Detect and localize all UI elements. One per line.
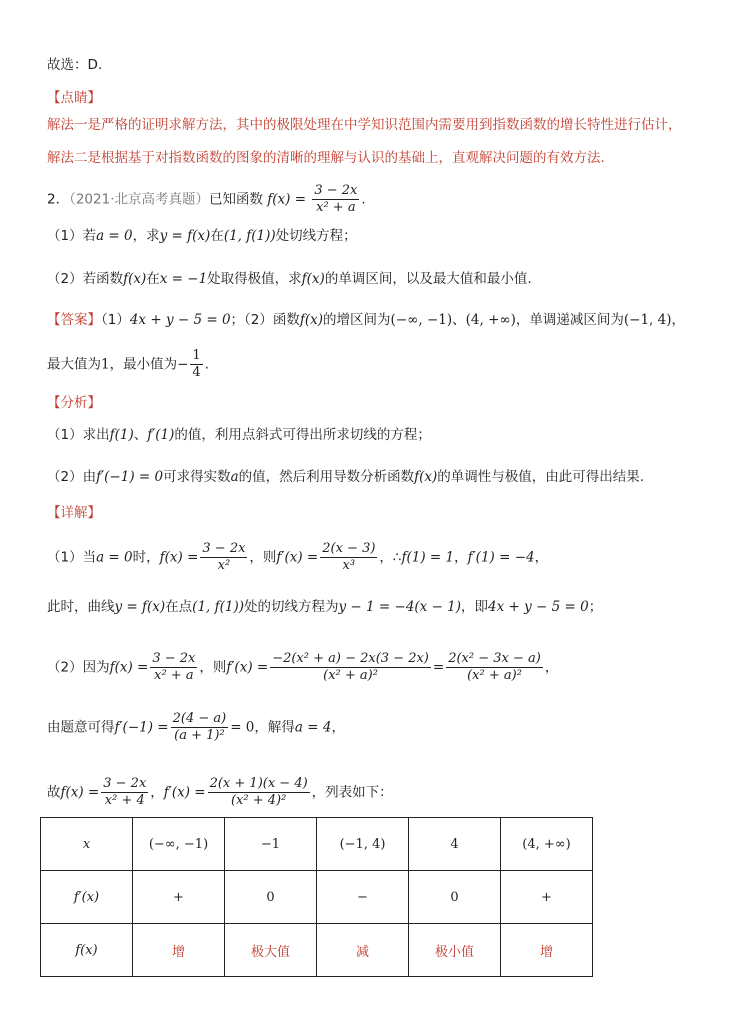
detail-label: 【详解】 bbox=[47, 505, 101, 521]
d3-simplified-fraction bbox=[446, 651, 543, 684]
dianjing-heading bbox=[47, 88, 101, 108]
d3-num: 3 − 2x bbox=[152, 651, 196, 666]
table-cell: 0 bbox=[225, 871, 317, 924]
d5-fp: f′(x) = bbox=[163, 784, 206, 801]
analysis-label: 【分析】 bbox=[47, 395, 101, 411]
question-2-stem bbox=[47, 183, 366, 216]
d3-eq: = bbox=[432, 659, 445, 676]
an2-b: f′(−1) = 0 bbox=[96, 469, 164, 485]
an2-e: 的值，然后利用导数分析函数 bbox=[238, 469, 415, 485]
p2-math-f: f(x) bbox=[301, 271, 325, 287]
answer-line-1 bbox=[47, 310, 685, 330]
p2-text-e: 处取得极值，求 bbox=[207, 271, 302, 287]
d1-fraction bbox=[200, 541, 247, 574]
d5-num: 3 − 2x bbox=[103, 776, 147, 791]
detail-line-4 bbox=[47, 711, 345, 744]
d3-f: f(x) = bbox=[109, 659, 149, 676]
table-cell: 增 bbox=[133, 924, 225, 977]
d2-h: 4x + y − 5 = 0 bbox=[488, 599, 589, 615]
d5-derivative-fraction bbox=[208, 776, 310, 809]
an2-d: a bbox=[230, 469, 239, 485]
ans-interval-3: (−1, 4) bbox=[623, 312, 672, 328]
d1-fp: f′(x) = bbox=[276, 549, 319, 566]
function-fraction bbox=[312, 183, 359, 216]
p2-text-c: 在 bbox=[146, 271, 160, 287]
method-text-2: 解法二是根据基于对指数函数的图象的清晰的理解与认识的基础上，直观解决问题的有效方法. bbox=[47, 150, 605, 166]
p1-text-e: 在 bbox=[210, 228, 224, 244]
d3-fp: f′(x) = bbox=[226, 659, 269, 676]
d1-d: ，则 bbox=[249, 549, 277, 566]
p1-text-g: 处切线方程； bbox=[275, 228, 357, 244]
p2-math-d: x = −1 bbox=[159, 271, 208, 287]
d1-derivative-fraction bbox=[320, 541, 377, 574]
d1-f: f(x) = bbox=[159, 549, 199, 566]
an1-c: 、 bbox=[133, 427, 148, 443]
fraction-denominator: x² + a bbox=[316, 200, 356, 215]
d5-f: f(x) = bbox=[60, 784, 100, 801]
an1-e: 的值，利用点斜式可得出所求切线的方程； bbox=[174, 427, 431, 443]
d2-c: 在点 bbox=[165, 599, 193, 615]
d1-j: ， bbox=[534, 549, 549, 566]
table-cell: + bbox=[133, 871, 225, 924]
analysis-heading bbox=[47, 393, 101, 413]
question-number: 2． bbox=[47, 191, 70, 208]
d3-den: x² + a bbox=[154, 668, 194, 683]
d3-num2: −2(x² + a) − 2x(3 − 2x) bbox=[272, 651, 429, 666]
d1-c: 时， bbox=[132, 549, 160, 566]
ans-interval-2: (4, +∞) bbox=[465, 312, 516, 328]
table-cell: f(x) bbox=[41, 924, 133, 977]
p1-math-d: y = f(x) bbox=[159, 228, 211, 244]
table-cell: (−∞, −1) bbox=[133, 818, 225, 871]
variation-table bbox=[40, 817, 593, 977]
d2-b: y = f(x) bbox=[114, 599, 166, 615]
fraction-numerator: 3 − 2x bbox=[314, 183, 358, 198]
table-cell: 增 bbox=[501, 924, 593, 977]
ans-end: . bbox=[204, 356, 209, 373]
d1-i: f′(1) = −4 bbox=[467, 549, 535, 566]
p2-text-a: （2）若函数 bbox=[47, 271, 124, 287]
detail-line-2 bbox=[47, 597, 602, 617]
d4-c: = 0 bbox=[230, 719, 255, 736]
table-row bbox=[41, 871, 593, 924]
table-cell: x bbox=[41, 818, 133, 871]
method-text-line-2 bbox=[47, 148, 605, 168]
d3-num3: 2(x² − 3x − a) bbox=[448, 651, 541, 666]
p2-text-g: 的单调区间，以及最大值和最小值. bbox=[324, 271, 532, 287]
detail-line-3 bbox=[47, 651, 558, 684]
d5-c: ，列表如下： bbox=[311, 784, 393, 801]
ans-part2: ；（2）函数 bbox=[230, 312, 300, 328]
d1-num2: 2(x − 3) bbox=[322, 541, 376, 556]
question-text: 已知函数 bbox=[209, 191, 263, 208]
d2-d: (1, f(1)) bbox=[192, 599, 244, 615]
ans-max-label: 最大值为 bbox=[47, 356, 101, 373]
question-source: （2021·北京高考真题） bbox=[69, 191, 209, 208]
p1-text-c: ，求 bbox=[132, 228, 160, 244]
d5-a: 故 bbox=[47, 784, 61, 801]
d3-derivative-fraction bbox=[270, 651, 431, 684]
part-1-question bbox=[47, 226, 357, 246]
table-row bbox=[41, 818, 593, 871]
ans-dec-label: ，单调递减区间为 bbox=[515, 312, 624, 328]
d2-f: y − 1 = −4(x − 1) bbox=[338, 599, 462, 615]
d1-g: f(1) = 1 bbox=[401, 549, 455, 566]
d1-den: x² bbox=[217, 558, 231, 573]
d4-f: ， bbox=[331, 719, 345, 736]
table-cell: f′(x) bbox=[41, 871, 133, 924]
p1-math-b: a = 0 bbox=[96, 228, 133, 244]
ans-sep: 、 bbox=[452, 312, 466, 328]
detail-line-1 bbox=[47, 541, 548, 574]
ans-min-den: 4 bbox=[192, 365, 201, 380]
d1-h: ， bbox=[454, 549, 468, 566]
d4-b: f′(−1) = bbox=[114, 719, 169, 736]
answer-line-2 bbox=[47, 348, 209, 381]
d4-d: ，解得 bbox=[254, 719, 295, 736]
answer-choice-line bbox=[47, 55, 102, 75]
d4-num: 2(4 − a) bbox=[172, 711, 227, 726]
d5-den2: (x² + 4)² bbox=[230, 793, 287, 808]
an2-f: f(x) bbox=[414, 469, 438, 485]
d1-e: ，∴ bbox=[379, 549, 402, 566]
d3-b: ，则 bbox=[199, 659, 227, 676]
an2-c: 可求得实数 bbox=[163, 469, 231, 485]
ans-interval-1: (−∞, −1) bbox=[390, 312, 453, 328]
ans-tangent-eq: 4x + y − 5 = 0 bbox=[129, 312, 231, 328]
an2-g: 的单调性与极值，由此可得出结果. bbox=[437, 469, 645, 485]
p1-text-a: （1）若 bbox=[47, 228, 97, 244]
detail-line-5 bbox=[47, 776, 393, 809]
d4-a: 由题意可得 bbox=[47, 719, 115, 736]
choice-text: 故选：D. bbox=[47, 57, 103, 73]
table-cell: 4 bbox=[409, 818, 501, 871]
an1-a: （1）求出 bbox=[47, 427, 110, 443]
table-cell: 极小值 bbox=[409, 924, 501, 977]
stem-end: . bbox=[361, 191, 366, 208]
d5-num2: 2(x + 1)(x − 4) bbox=[209, 776, 308, 791]
table-cell: −1 bbox=[225, 818, 317, 871]
d5-fraction bbox=[101, 776, 148, 809]
d5-den: x² + 4 bbox=[104, 793, 145, 808]
d1-a: （1）当 bbox=[47, 549, 97, 566]
method-text-line-1 bbox=[47, 115, 682, 135]
ans-min-sign: − bbox=[177, 356, 189, 373]
d3-c: ， bbox=[544, 659, 559, 676]
ans-comma: ， bbox=[671, 312, 685, 328]
d3-fraction bbox=[150, 651, 197, 684]
ans-min-fraction bbox=[190, 348, 202, 381]
d4-den: (a + 1)² bbox=[174, 728, 225, 743]
d3-den2: (x² + a)² bbox=[323, 668, 378, 683]
table-cell: 极大值 bbox=[225, 924, 317, 977]
p1-math-f: (1, f(1)) bbox=[223, 228, 276, 244]
an1-d: f′(1) bbox=[147, 427, 175, 443]
method-text-1: 解法一是严格的证明求解方法，其中的极限处理在中学知识范围内需要用到指数函数的增长特性进行估计， bbox=[47, 117, 682, 133]
ans-inc-label: 的增区间为 bbox=[323, 312, 391, 328]
d1-b: a = 0 bbox=[96, 549, 133, 566]
d1-num: 3 − 2x bbox=[202, 541, 246, 556]
d1-den2: x³ bbox=[342, 558, 356, 573]
detail-heading bbox=[47, 503, 101, 523]
ans-func: f(x) bbox=[299, 312, 324, 328]
table-cell: − bbox=[317, 871, 409, 924]
p2-math-b: f(x) bbox=[123, 271, 147, 287]
analysis-line-1 bbox=[47, 425, 431, 445]
table-cell: 减 bbox=[317, 924, 409, 977]
ans-min-num: 1 bbox=[192, 348, 201, 363]
answer-label: 【答案】 bbox=[47, 312, 101, 328]
d2-i: ； bbox=[588, 599, 603, 615]
d4-fraction bbox=[171, 711, 229, 744]
ans-max-value: 1 bbox=[101, 356, 110, 373]
d2-e: 处的切线方程为 bbox=[244, 599, 339, 615]
d5-b: ， bbox=[150, 784, 164, 801]
table-cell: 0 bbox=[409, 871, 501, 924]
d4-e: a = 4 bbox=[294, 719, 332, 736]
d3-a: （2）因为 bbox=[47, 659, 110, 676]
part-2-question bbox=[47, 269, 532, 289]
an2-a: （2）由 bbox=[47, 469, 97, 485]
ans-part1: （1） bbox=[101, 312, 130, 328]
dianjing-label: 【点睛】 bbox=[47, 90, 101, 106]
table-row bbox=[41, 924, 593, 977]
d2-g: ，即 bbox=[461, 599, 489, 615]
function-symbol: f(x) = bbox=[267, 191, 307, 208]
ans-min-label: ，最小值为 bbox=[109, 356, 178, 373]
d3-den3: (x² + a)² bbox=[467, 668, 522, 683]
table-cell: (4, +∞) bbox=[501, 818, 593, 871]
an1-b: f(1) bbox=[109, 427, 134, 443]
table-cell: (−1, 4) bbox=[317, 818, 409, 871]
d2-a: 此时，曲线 bbox=[47, 599, 115, 615]
table-cell: + bbox=[501, 871, 593, 924]
analysis-line-2 bbox=[47, 467, 644, 487]
